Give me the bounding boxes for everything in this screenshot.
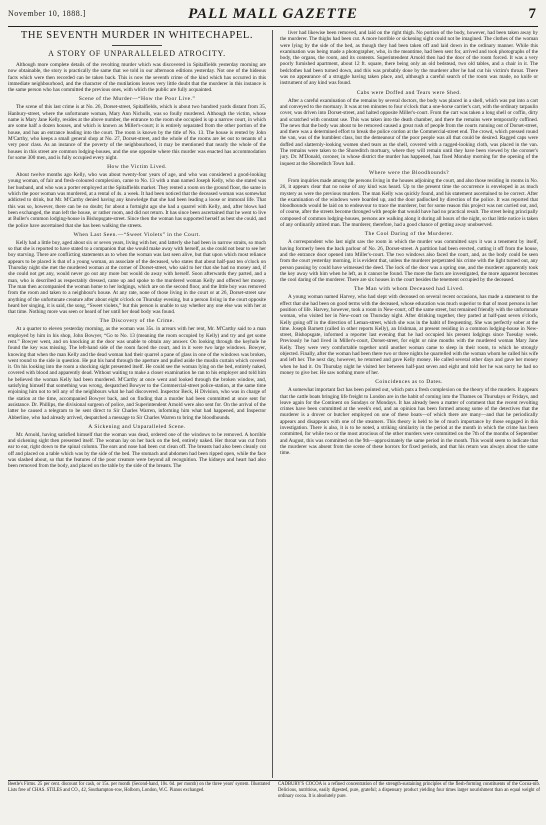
section-heading: The Man with whom Deceased had Lived. <box>353 286 465 293</box>
section-heading: When Last Seen.—“Sweet Violets” in the Court. <box>73 231 201 238</box>
article-paragraph: liver had likewise been removed, and laid on the right thigh. No portion of the body, however, had been taken away by the murderer. The thighs had been cut. A more horrible or sickening sight could not be imagined. The clothes of the woman were lying by the side of the bed, as though they had been taken off and laid down in the ordinary manner. While this examination was being made a photographer, who, in the meantime, had been sent for, arrived and took photographs of the body, the organs, the room, and its contents. Superintendent Arnold then had the door of the room forced. It was a very poorly furnished apartment, about 12 ft. square, there being only an old bedstead, two old tables, and a chair in it. The bedclothes had been turned down, and this was probably done by the murderer after he had cut his victim's throat. There was no appearance of a struggle having taken place, and, although a careful search of the room was made, no knife or instrument of any kind was found. <box>280 30 538 87</box>
newspaper-title: PALL MALL GAZETTE <box>188 6 358 22</box>
left-column <box>8 30 266 778</box>
article-subheadline: A STORY OF UNPARALLELED ATROCITY. <box>48 49 226 58</box>
article-paragraph: Although more complete details of the revolting murder which was discovered in Spitalfields yesterday morning are now obtainable, the story is practically the same that we told in our afternoon editions yesterday. Not one of the hideous facts which were then recorded can be taken back. This is now the seventh crime of the kind which has occurred in this immediate neighbourhood, and the character of the mutilations leaves very little doubt that the murderer in this instance is the same person who has committed the previous ones, with which the public are fully acquainted. <box>8 62 266 94</box>
column-divider <box>272 30 273 778</box>
advertisement-right: CADBURY'S COCOA is a refined concentration of the strength-sustaining principles of the flesh-forming constituents of the Cocoa-nib. Delicious, nutritious, easily digested, pure, grateful; a dispensary product yielding four times larger nourishment than an equal weight of ordinary cocoa. It is absolutely pure. <box>278 782 540 799</box>
article-paragraph: Mr. Arnold, having satisfied himself that the woman was dead, ordered one of the windows to be removed. A horrible and sickening sight then presented itself. The woman lay on her back on the bed, entirely naked. Her throat was cut from ear to ear, right down to the spinal column. The ears and nose had been cut clean off. The breasts had also been cleanly cut off and placed on a table which was by the side of the bed. The stomach and abdomen had been ripped open, while the face was slashed about, so that the features of the poor creature were beyond all recognition. The kidneys and heart had also been removed from the body, and placed on the table by the side of the breasts. The <box>8 431 266 470</box>
article-paragraph: Kelly had a little boy, aged about six or seven years, living with her, and latterly she had been in narrow straits, so much so that she is reported to have stated to a companion that she would make away with herself, as she could not bear to see her boy starving. There are conflicting statements as to when the woman was last seen alive, but that upon which most reliance appears to be placed is that of a young woman, an associate of the deceased, who states that about half-past ten o'clock on Thursday night she met the murdered woman at the corner of Dorset-street, who said to her that she had no money and, if she could not get any, would never go out any more but would do away with herself. Soon afterwards they parted, and a man, who is described as respectably dressed, came up and spoke to the murdered woman Kelly and offered her money. The man then accompanied the woman home to her lodgings, which are on the second floor, and the little boy was removed from the room and taken to a neighbour's house. At any rate, none of those living in the court or at 26, Dorset-street saw anything of the unfortunate creature after about eight o'clock on Thursday evening, but a person living in the court opposite heard her singing, it is said, the song, “Sweet violets,” but this person is unable to say whether any one else was with her at that time. Nothing more was seen or heard of her until her dead body was found. <box>8 239 266 316</box>
article-paragraph: From inquiries made among the persons living in the houses adjoining the court, and also those residing in rooms in No. 26, it appears clear that no noise of any kind was heard. Up to the present time the occurrence is enveloped in as much mystery as were the previous murders. The man Kelly was quickly found, and his statement ascertained to be correct. After the examination of the windows were boarded up, and the door padlocked by direction of the police. It was reported that bloodhounds would be laid on to endeavour to trace the murderer, but for some reason this project was not carried out, and, of course, after the streets become thronged with people that would have had no practical result. The street being principally composed of common lodging-houses, persons are walking along it during all hours of the night, so that little notice is taken of any ordinarily attired man. The murderer, therefore, had a good chance of getting away unobserved. <box>280 177 538 229</box>
masthead-rule <box>8 26 538 27</box>
article-paragraph: At a quarter to eleven yesterday morning, as the woman was 35s. in arrears with her rent, Mr. M'Carthy said to a man employed by him in his shop, John Bowyer, “Go to No. 13 (meaning the room occupied by Kelly) and try and get some rent.” Bowyer went, and on knocking at the door was unable to obtain any answer. On looking through the keyhole he found the key was missing. The left-hand side of the room faced the court, and in it were two large windows. Bowyer, knowing that when the man Kelly and the dead woman had their quarrel a pane of glass in one of the windows was broken, went round to the side in question. He put his hand through the aperture and pulled aside the muslin curtain which covered it. On his looking into the room a shocking sight presented itself. He could see the woman lying on the bed, entirely naked, covered with blood and apparently dead. Without waiting to make a closer examination he ran to his employer and told him he believed the woman Kelly had been murdered. M'Carthy at once went and looked through the broken window, and, satisfying himself that something was wrong, despatched Bowyer to the Commercial-street police-station, at the same time enjoining him not to tell any of the neighbours what he had discovered. Inspector Beck, H Division, who was in charge of the station at the time, accompanied Bowyer back, and on finding that a murder had been committed at once sent for assistance. Dr. Phillips, the divisional surgeon of police, and Superintendent Arnold were also sent for. On the arrival of the latter he caused a telegram to be sent direct to Sir Charles Warren, informing him what had happened, and Inspector Abberline, who had already arrived, despatched a message to Sir Charles Warren to bring the bloodhounds. <box>8 326 266 421</box>
section-heading: Coincidences as to Dates. <box>375 379 443 386</box>
headline-separator <box>112 45 162 46</box>
right-column-body <box>280 30 538 457</box>
article-paragraph: After a careful examination of the remains by several doctors, the body was placed in a shell, which was put into a cart and conveyed to the mortuary. It was at ten minutes to four o'clock that a one-horse carrier's cart, with the ordinary tarpaulin cover, was driven into Dorset-street, and halted opposite Miller's-court. From the cart was taken a long shell or coffin, dirty and scratched with constant use. This was taken into the death chamber, and there the remains were temporarily coffined. The news that the body was about to be removed caused a great rush of people from the courts running out of Dorset-street, and there was a determined effort to break the police cordon at the Commercial-street end. The crowd, which pressed round the van, was of the humblest class, but the demeanour of the poor people was all that could be desired. Ragged caps were doffed and slatternly-looking women shed tears as the shell, covered with a ragged-looking cloth, was placed in the van. The remains were taken to the Shoreditch mortuary, where they will remain until they have been viewed by the coroner's jury. Dr. M'Donald, coroner, in whose district the murder has happened, has fixed Monday morning for the opening of the inquest at the Shoreditch Town hall. <box>280 97 538 167</box>
section-heading: Cabs were Doffed and Tears were Shed. <box>356 89 462 96</box>
section-heading: A Sickening and Unparalleled Scene. <box>88 423 186 430</box>
section-heading: The Cool Daring of the Murderer. <box>364 231 454 238</box>
article-headline: THE SEVENTH MURDER IN WHITECHAPEL. <box>20 30 254 41</box>
article-paragraph: A somewhat important fact has been pointed out, which puts a fresh complexion on the theory of the murders. It appears that the cattle boats bringing life freight to London are in the habit of coming into the Thames on Thursdays or Fridays, and leave again for the Continent on Sundays or Mondays. It has already been a matter of comment that the recent revolting crimes have been committed at the week's end, and an opinion has been formed among some of the detectives that the murderer is a drover or butcher employed on one of these boats—of which there are many—and that he periodically appears and disappears with one of the steamers. This theory is held to be of much importance by those engaged in this investigation. There is also, it is to be noted, a striking similarity in the period at the month in which the crime has been committed, for while two or the most atrocious of the other murders were committed on the 7th of the months of September and August, this was committed on the 9th—approximately the same period in the month. This would seem to indicate that the murderer was absent from the scene of these horrors for fixed periods, and that his return was always about the same time. <box>280 387 538 457</box>
issue-date: November 10, 1888.] <box>8 9 86 18</box>
article-paragraph: A correspondent who last night saw the room in which the murder was committed says it was a tenement by itself, having formerly been the back parlour of No. 26, Dorset-street. A partition had been erected, cutting it off from the house, and the entrance door opened into Miller's-court. The two windows also faced the court, and, as the body could be seen from the court yesterday morning, it is evident that, unless the murderer perpetrated his crime with the light turned out, any person passing by could have witnessed the deed. The lock of the door was a spring one, and the murderer apparently took the key away with him when he left, as it cannot be found. The more the facts are investigated, the more apparent becomes the cool daring of the murderer. There are six houses in the court besides the tenement occupied by the deceased. <box>280 239 538 284</box>
page-number: 7 <box>528 6 536 22</box>
article-paragraph: A young woman named Harvey, who had slept with deceased on several recent occasions, has made a statement to the effect that she had been on good terms with the deceased, whose education was much superior to that of most persons in her position of life. Harvey, however, took a room in New-court, off the same street, but remained friendly with the unfortunate woman, who visited her in New-court on Thursday night. After drinking together, they parted at half-past seven o'clock, Kelly going off in the direction of Leman-street, which she was in the habit of frequenting. She was perfectly sober at the time. Joseph Barnett (called in other reports Kelly), an Irishman, at present residing in a common lodging-house in New-street, Bishopsgate, informed a reporter last evening that he had occupied his present lodgings since Tuesday week. Previously he had lived in Miller's-court, Dorset-street, for eight or nine months with the murdered woman Mary Jane Kelly. They were very comfortable together until another woman came to sleep in their room, to which he strongly objected. Finally, after the woman had been there two or three nights he quarrelled with the woman whom he called his wife and left her. The next day, however, he returned and gave Kelly money. He called several other days and gave her money when he had it. On Thursday night he visited her between half-past seven and eight and told her he was sorry he had no money to give her. He saw nothing more of her. <box>280 294 538 376</box>
advertisement-left: Beetle's Firms. 25 per cent. discount for cash, or 15s. per month (Second-hand, 10s. 6d. per month) on the three years' system. Illustrated Lists free of CHAS. STILES and CO., 42, Southampton-row, Holborn, London, W.C. Pianos exchanged. <box>8 782 270 793</box>
article-paragraph: The scene of this last crime is at No. 26, Dorset-street, Spitalfields, which is about two hundred yards distant from 35, Hanbury-street, where the unfortunate woman, Mary Ann Nicholls, was so foully murdered. Although the victim, whose name is Mary Jane Kelly, resides at the above number, the entrance to the room she occupied is up a narrow court, in which are some half a dozen houses, and which is known as Miller's-court; it is entirely separated from the other portion of the house, and has an entrance leading into the court. The room is known by the title of No. 13. The house is rented by John M'Carthy, who keeps a small general shop at No. 27, Dorset-street, and the whole of the rooms are let out to tenants of a very poor class. As an instance of the poverty of the neighbourhood, it may be mentioned that nearly the whole of the houses in this street are common lodging-houses, and the one opposite where this murder was enacted has accommodation for some 300 men, and is fully occupied every night. <box>8 104 266 161</box>
left-column-body <box>8 62 266 470</box>
article-paragraph: About twelve months ago Kelly, who was about twenty-four years of age, and who was considered a good-looking young woman, of fair and fresh-coloured complexion, came to No. 13 with a man named Joseph Kelly, who she stated was her husband, and who was a porter employed at the Spitalfields market. They rented a room on the ground floor, the same in which the poor woman was murdered, at a rental of 4s. a week. It had been noticed that the deceased woman was somewhat addicted to drink, but Mr. M'Carthy denied having any knowledge that she had been leading a loose or immoral life. That this was so, however, there can be no doubt; for about a fortnight ago she had a quarrel with Kelly, and, after blows had been exchanged, the man left the house, or rather room, and did not return. It has since been ascertained that he went to live at Buller's common lodging-house in Bishopsgate-street. Since then the woman has supported herself as best she could, and the police have ascertained that she has been walking the streets. <box>8 172 266 229</box>
section-heading: The Discovery of the Crime. <box>99 318 175 325</box>
section-heading: How the Victim Lived. <box>107 164 167 171</box>
section-heading: Scene of the Murder—“How the Poor Live.” <box>78 96 196 103</box>
footer-rule <box>8 780 538 781</box>
right-column <box>280 30 538 778</box>
section-heading: Where were the Bloodhounds? <box>369 169 449 176</box>
